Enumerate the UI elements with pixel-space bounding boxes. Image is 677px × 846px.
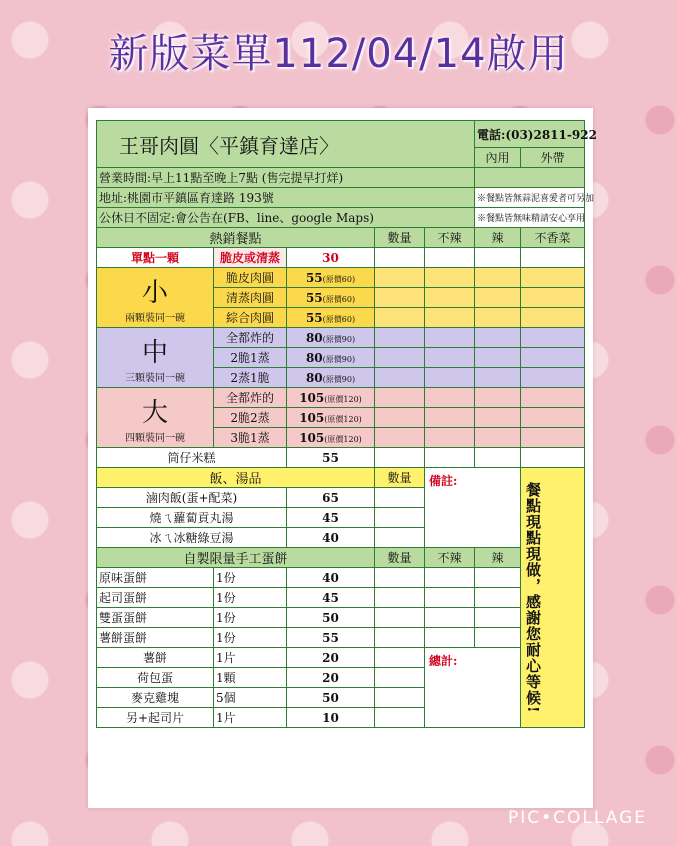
menu-item: 2脆1蒸 <box>214 348 287 368</box>
note-msg: ※餐點皆無味精請安心享用 <box>475 208 585 228</box>
menu-item: 麥克雞塊 <box>97 688 214 708</box>
col-not-spicy: 不辣 <box>425 228 475 248</box>
total-label: 總計: <box>425 648 521 728</box>
menu-item: 滷肉飯(蛋+配菜) <box>97 488 287 508</box>
menu-item: 荷包蛋 <box>97 668 214 688</box>
menu-item: 冰ㄟ冰糖綠豆湯 <box>97 528 287 548</box>
menu-item: 筒仔米糕 <box>97 448 287 468</box>
dine-in-label: 內用 <box>475 148 521 168</box>
cake-header: 自製限量手工蛋餅 <box>97 548 375 568</box>
shop-name: 王哥肉圓〈平鎮育達店〉 <box>97 121 475 168</box>
rice-qty-col: 數量 <box>375 468 425 488</box>
note-garlic: ※餐點皆無蒜泥喜愛者可另加 <box>475 188 585 208</box>
single-price: 30 <box>287 248 375 268</box>
menu-item: 另+起司片 <box>97 708 214 728</box>
menu-item: 薯餅蛋餅 <box>97 628 214 648</box>
remark-label: 備註: <box>425 468 521 548</box>
menu-item: 脆皮肉圓 <box>214 268 287 288</box>
menu-item: 起司蛋餅 <box>97 588 214 608</box>
side-note: 餐點現點現做，感謝您耐心等候! <box>521 468 585 728</box>
size-small: 小 兩顆裝同一碗 <box>97 268 214 328</box>
rice-header: 飯、湯品 <box>97 468 375 488</box>
menu-item: 全都炸的 <box>214 328 287 348</box>
menu-item: 燒ㄟ蘿蔔貢丸湯 <box>97 508 287 528</box>
menu-item: 綜合肉圓 <box>214 308 287 328</box>
col-spicy: 辣 <box>475 228 521 248</box>
takeout-label: 外帶 <box>521 148 585 168</box>
menu-sheet <box>88 108 597 808</box>
menu-item: 清蒸肉圓 <box>214 288 287 308</box>
single-label: 單點一顆 <box>97 248 214 268</box>
menu-item: 薯餅 <box>97 648 214 668</box>
holiday-info: 公休日不固定:會公告在(FB、line、google Maps) <box>97 208 475 228</box>
single-desc: 脆皮或清蒸 <box>214 248 287 268</box>
menu-item: 雙蛋蛋餅 <box>97 608 214 628</box>
watermark-text: PIC•COLLAGE <box>508 808 647 828</box>
business-hours: 營業時間:早上11點至晚上7點 (售完提早打烊) <box>97 168 475 188</box>
address: 地址:桃園市平鎮區育達路 193號 <box>97 188 475 208</box>
menu-table: 王哥肉圓〈平鎮育達店〉 電話:(03)2811-922 內用 外帶 營業時間:早上11點至晚上7點 (售完提早打烊) 地址:桃園市平鎮區育達路 193號 ※餐點皆無蒜泥喜愛者可另加 公休日不固定:會公告在(FB、line、google Maps) ※餐點皆無味精請安心享用 熱銷餐點 數量 不辣 辣 不香菜 單點一顆 脆皮或清蒸 30 小 兩顆裝同一碗 脆皮肉圓 55(原價60) 清蒸肉圓 55(原價60) 綜合肉圓 55(原價60) 中 三顆裝同一碗 全都炸的 80(原價90) 2脆1蒸 80(原價90) 2蒸1脆 80(原價90) 大 四顆裝同一碗 全都炸的 105(原價120) 2脆2蒸 105(原價120) 3脆1蒸 105(原價120) 筒仔米糕 55 飯、湯品 數量 備註: 餐點現點現做，感謝您耐心等候! 滷肉飯(蛋+配菜) 65 燒ㄟ蘿蔔貢丸湯 45 冰ㄟ冰糖綠豆湯 40 自製限量手工蛋餅 數量 不辣 辣 原味蛋餅 1份 40 起司蛋餅 1份 45 雙蛋蛋餅 1份 50 薯餅蛋餅 1份 55 薯餅 1片 20 總計: 荷包蛋 1顆 20 麥克雞塊 5個 50 另+起司片 1片 10 <box>96 120 585 728</box>
col-no-cilantro: 不香菜 <box>521 228 585 248</box>
size-large: 大 四顆裝同一碗 <box>97 388 214 448</box>
menu-item: 原味蛋餅 <box>97 568 214 588</box>
phone: 電話:(03)2811-922 <box>475 121 585 148</box>
hot-header: 熱銷餐點 <box>97 228 375 248</box>
page-title: 新版菜單112/04/14啟用 <box>108 31 569 77</box>
menu-item: 3脆1蒸 <box>214 428 287 448</box>
menu-item: 全都炸的 <box>214 388 287 408</box>
size-medium: 中 三顆裝同一碗 <box>97 328 214 388</box>
menu-item: 2蒸1脆 <box>214 368 287 388</box>
menu-price: 55 <box>287 448 375 468</box>
col-qty: 數量 <box>375 228 425 248</box>
menu-item: 2脆2蒸 <box>214 408 287 428</box>
